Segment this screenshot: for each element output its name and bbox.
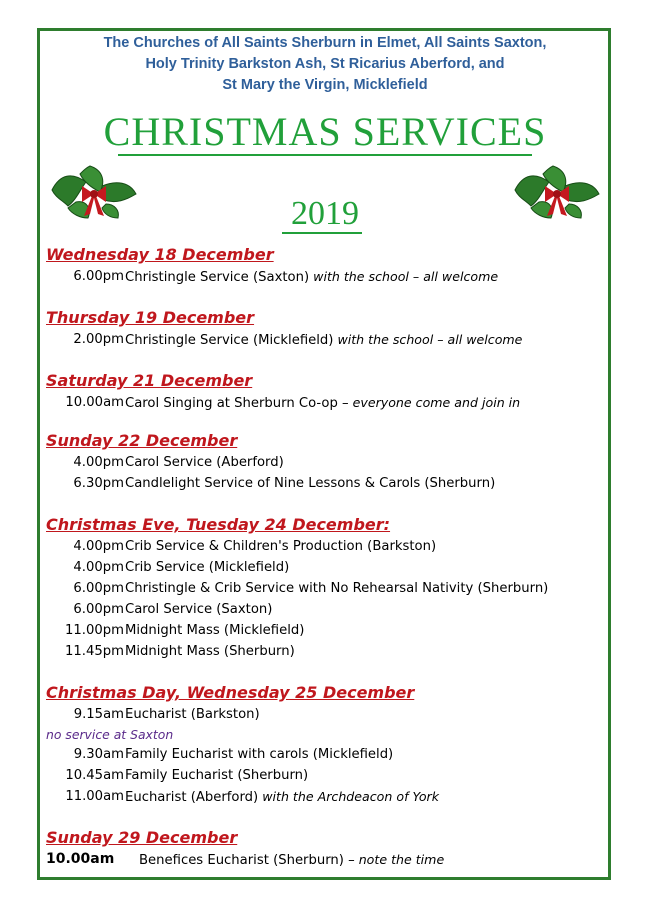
service-name: Midnight Mass (Sherburn) [125,644,295,659]
service-name: Midnight Mass (Micklefield) [125,623,305,638]
service-time: 4.00pm [73,560,124,575]
service-desc [125,452,284,473]
service-row [46,329,606,350]
service-time: 10.45am [65,768,124,783]
service-row [46,536,606,557]
service-desc [125,620,304,641]
service-row [46,557,606,578]
service-time: 6.00pm [73,581,124,596]
service-name: Christingle Service (Saxton) [125,270,310,285]
page-title: CHRISTMAS SERVICES [103,109,547,154]
service-time: 11.00pm [65,623,124,638]
service-desc [125,557,289,578]
service-desc [139,849,444,871]
service-desc [125,704,260,725]
day-heading: Christmas Day, Wednesday 25 December [46,683,415,702]
service-time: 2.00pm [73,332,124,347]
service-note: with the Archdeacon of York [258,789,439,804]
service-time: 10.00am [65,395,124,410]
day-heading: Christmas Eve, Tuesday 24 December: [46,515,391,534]
service-time: 9.30am [73,747,124,762]
service-desc [125,329,522,351]
service-row [46,744,606,765]
service-desc [125,392,520,414]
churches-line: The Churches of All Saints Sherburn in Elmet, All Saints Saxton, [103,35,547,51]
no-service-note: no service at Saxton [46,727,174,742]
churches-line: Holy Trinity Barkston Ash, St Ricarius Aberford, and [145,56,505,72]
service-desc [125,536,436,557]
spacer [46,350,606,370]
day-heading: Wednesday 18 December [46,245,274,264]
service-row [46,599,606,620]
service-name: Christingle & Crib Service with No Rehearsal Nativity (Sherburn) [125,581,549,596]
service-time: 6.30pm [73,476,124,491]
service-time: 4.00pm [73,539,124,554]
service-desc [125,765,308,786]
service-row [46,704,606,725]
service-name: Eucharist (Aberford) [125,790,259,805]
service-desc [125,473,495,494]
day-heading: Saturday 21 December [46,371,253,390]
spacer [46,662,606,682]
service-desc [125,599,272,620]
service-name: Eucharist (Barkston) [125,707,260,722]
service-desc [125,744,393,765]
service-desc [125,786,439,808]
service-name: Family Eucharist (Sherburn) [125,768,309,783]
service-row [46,849,606,870]
year-underline [282,232,362,234]
service-name: Candlelight Service of Nine Lessons & Carols (Sherburn) [125,476,496,491]
service-time: 6.00pm [73,269,124,284]
service-name: Carol Service (Saxton) [125,602,273,617]
service-name: Crib Service (Micklefield) [125,560,290,575]
service-note: with the school – all welcome [333,332,523,347]
service-desc [125,578,548,599]
holly-icon [509,160,604,222]
service-note: note the time [354,852,445,867]
service-time: 11.00am [65,789,124,804]
spacer [46,807,606,827]
service-name: Benefices Eucharist (Sherburn) – [139,853,355,868]
service-name: Carol Singing at Sherburn Co-op – [125,396,349,411]
churches-line: St Mary the Virgin, Micklefield [222,77,428,93]
spacer [46,287,606,307]
service-time: 11.45pm [65,644,124,659]
service-desc [125,641,295,662]
service-row [46,641,606,662]
service-note: with the school – all welcome [309,269,499,284]
holly-icon [46,160,141,222]
service-row [46,392,606,413]
year-heading: 2019 [291,195,359,232]
service-name: Crib Service & Children's Production (Barkston) [125,539,437,554]
churches-heading [50,33,600,96]
service-row [46,578,606,599]
service-row [46,786,606,807]
service-name: Christingle Service (Micklefield) [125,333,334,348]
service-name: Carol Service (Aberford) [125,455,284,470]
service-row [46,620,606,641]
day-heading: Sunday 29 December [46,828,238,847]
service-name: Family Eucharist with carols (Micklefield) [125,747,394,762]
title-underline [118,154,532,156]
service-time: 10.00am [46,851,115,867]
service-row [46,765,606,786]
service-row [46,473,606,494]
day-heading: Thursday 19 December [46,308,255,327]
service-time: 4.00pm [73,455,124,470]
service-row [46,452,606,473]
spacer [46,494,606,514]
service-time: 6.00pm [73,602,124,617]
services-list [46,244,606,870]
day-heading: Sunday 22 December [46,431,238,450]
service-note: everyone come and join in [348,395,521,410]
service-row [46,266,606,287]
service-desc [125,266,498,288]
spacer [46,413,606,430]
service-time: 9.15am [73,707,124,722]
